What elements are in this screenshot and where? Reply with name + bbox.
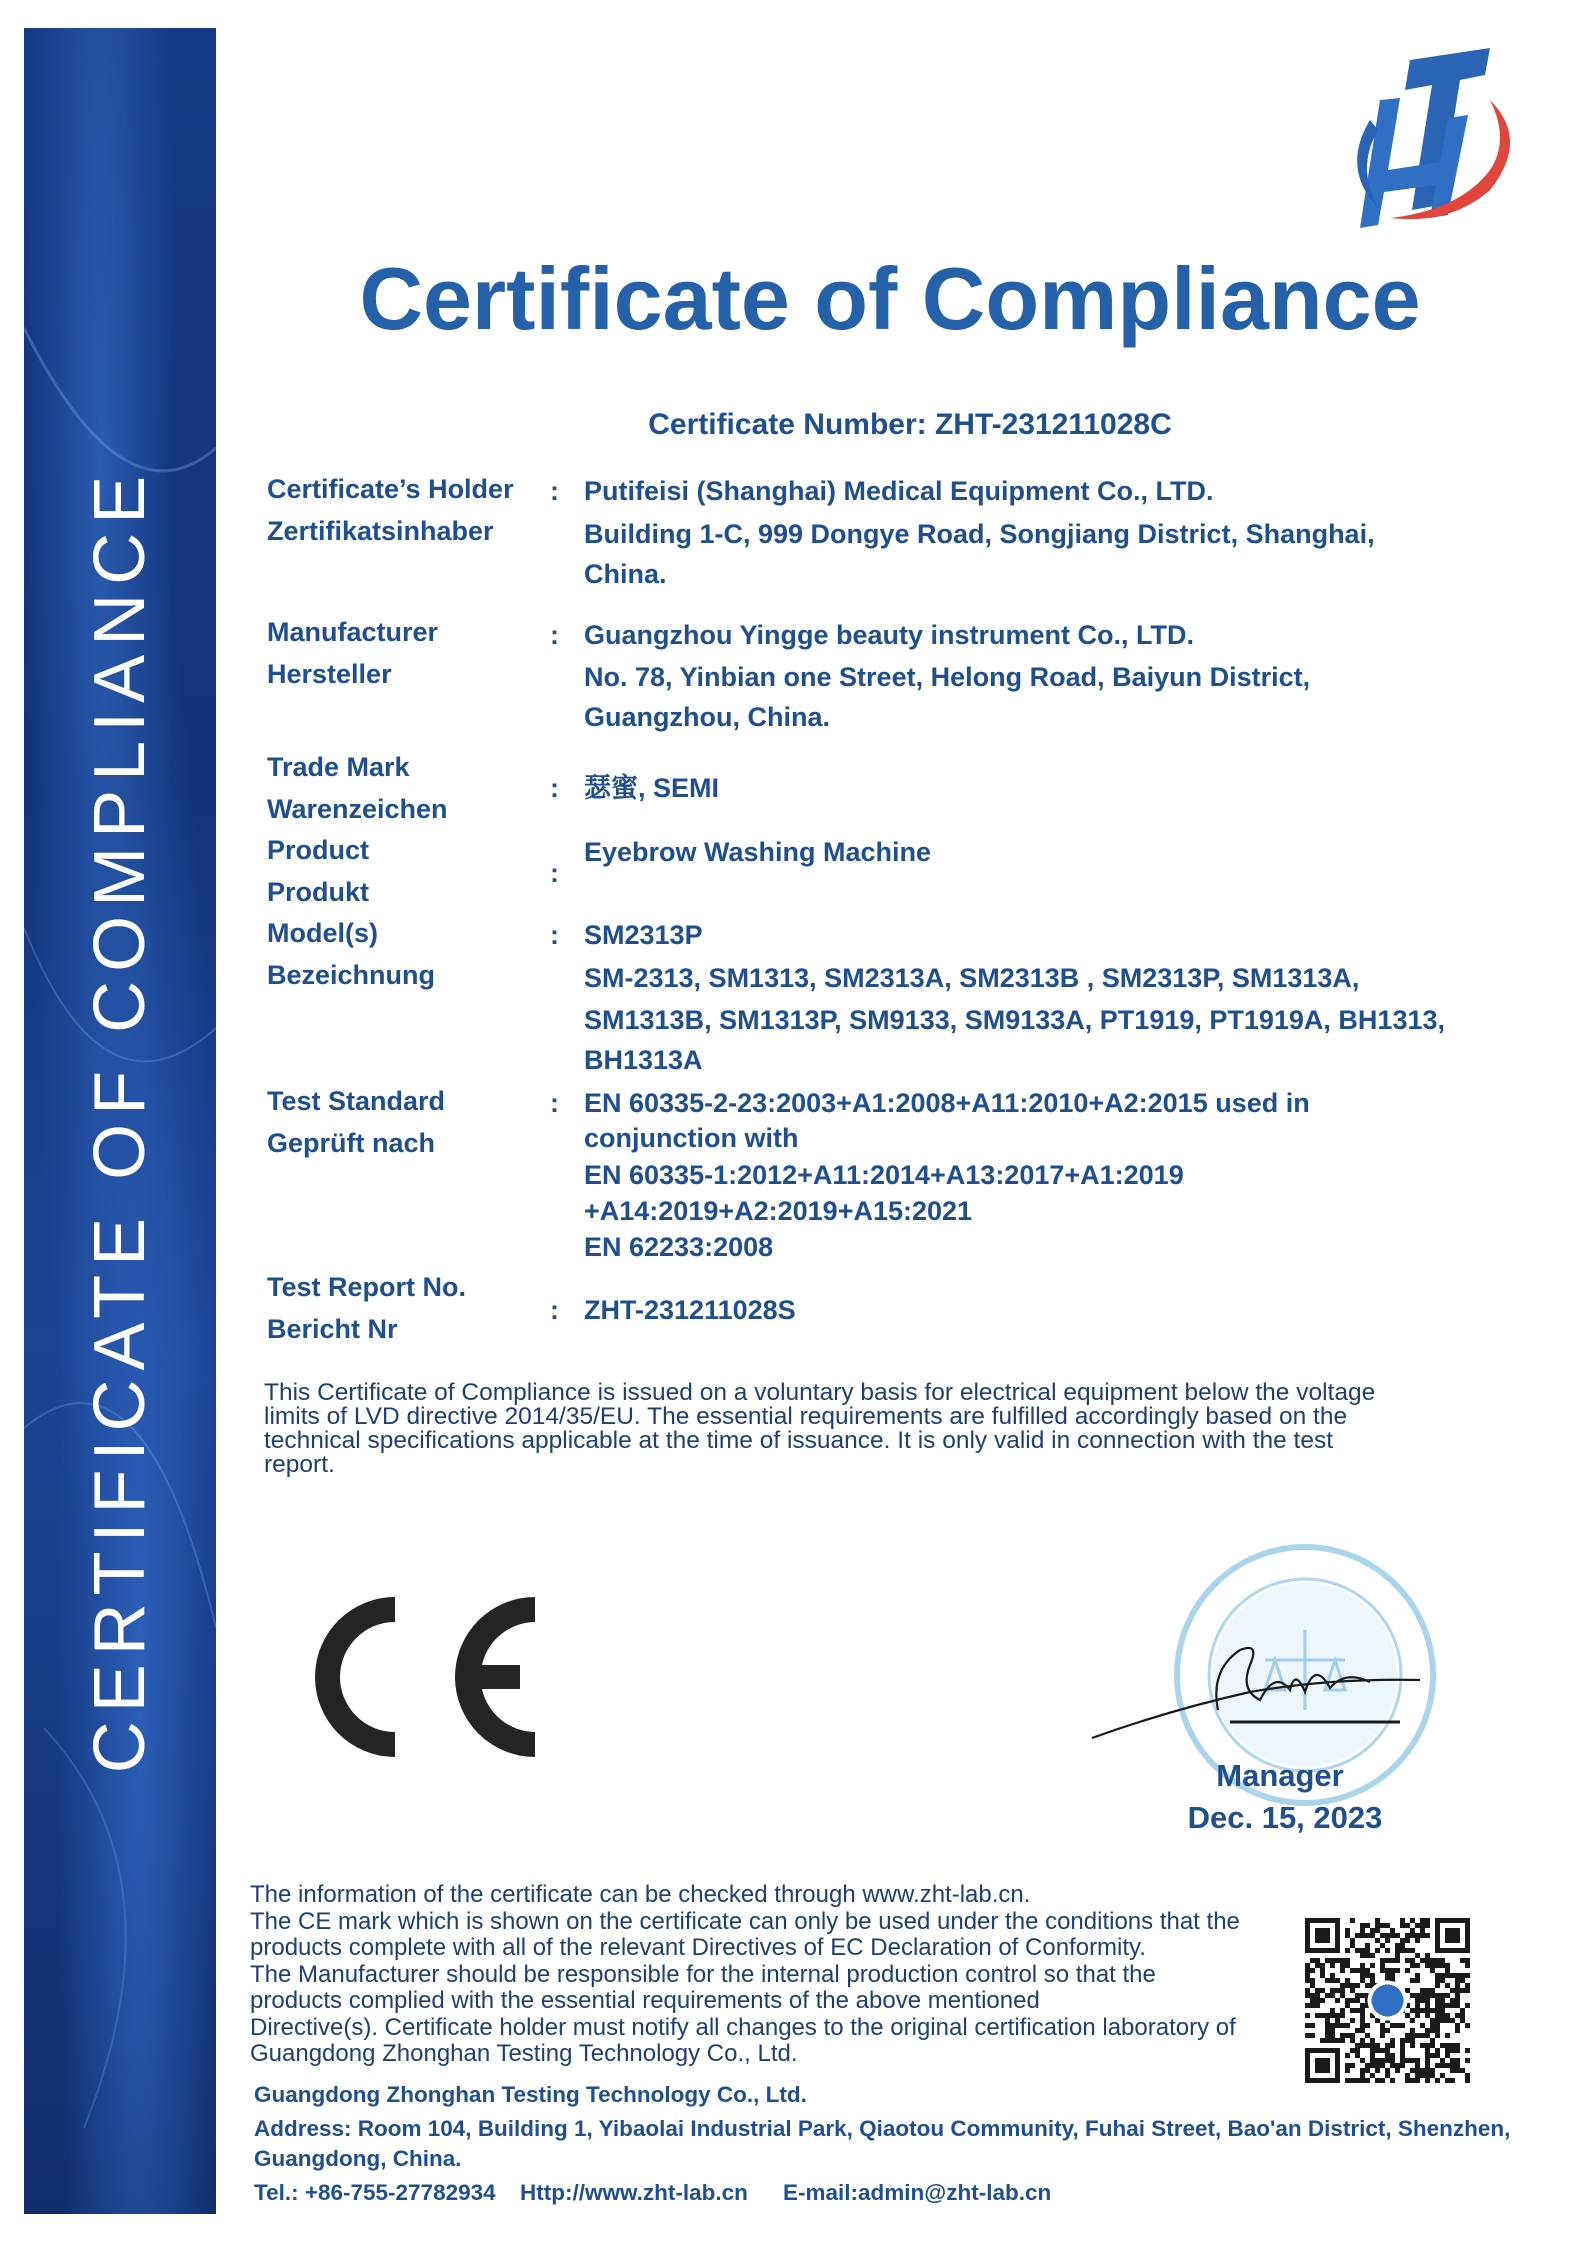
models-line-3: SM1313B, SM1313P, SM9133, SM9133A, PT1919, PT1919A, BH1313,: [584, 1005, 1445, 1035]
info-line-6: Directive(s). Certificate holder must notify all changes to the original certification laboratory of: [250, 2013, 1236, 2041]
report-label-en: Test Report No.: [267, 1272, 467, 1302]
manufacturer-line-1: Guangzhou Yingge beauty instrument Co., LTD.: [584, 620, 1195, 650]
statement-line-2: limits of LVD directive 2014/35/EU. The essential requirements are fulfilled accordingly based on the: [264, 1403, 1348, 1430]
qr-code: [1305, 1918, 1470, 2083]
compliance-statement: [264, 1381, 1494, 1477]
footer-email[interactable]: E-mail:admin@zht-lab.cn: [783, 2180, 1052, 2205]
holder-colon: :: [550, 476, 559, 506]
standard-line-5: EN 62233:2008: [584, 1232, 774, 1262]
footer-address-1: Address: Room 104, Building 1, Yibaolai Industrial Park, Qiaotou Community, Fuhai Street, Bao'an District, Shenzhen,: [254, 2116, 1511, 2141]
info-line-1: The information of the certificate can be checked through www.zht-lab.cn.: [250, 1881, 1031, 1908]
product-label-de: Produkt: [267, 877, 370, 907]
zht-logo: [1340, 40, 1530, 230]
holder-label-en: Certificate’s Holder: [267, 474, 514, 504]
standard-line-1: EN 60335-2-23:2003+A1:2008+A11:2010+A2:2015 used in: [584, 1088, 1310, 1118]
footer-tel: Tel.: +86-755-27782934: [254, 2180, 496, 2205]
page-title: Certificate of Compliance: [359, 249, 1421, 348]
standard-label-en: Test Standard: [267, 1086, 446, 1116]
product-label-en: Product: [267, 835, 370, 865]
models-line-2: SM-2313, SM1313, SM2313A, SM2313B , SM2313P, SM1313A,: [584, 963, 1360, 993]
models-colon: :: [550, 920, 559, 950]
trademark-value: 瑟蜜, SEMI: [584, 773, 720, 803]
product-colon: :: [550, 858, 559, 888]
holder-label-de: Zertifikatsinhaber: [267, 516, 494, 546]
info-line-2: The CE mark which is shown on the certificate can only be used under the conditions that the: [250, 1907, 1240, 1935]
standard-colon: :: [550, 1088, 559, 1118]
models-label-en: Model(s): [267, 918, 378, 948]
side-band: [24, 28, 216, 2214]
band-text: CERTIFICATE OF COMPLIANCE: [80, 466, 160, 1774]
signature: [1090, 1630, 1430, 1750]
holder-line-1: Putifeisi (Shanghai) Medical Equipment Co., LTD.: [584, 476, 1214, 506]
standard-line-4: +A14:2019+A2:2019+A15:2021: [584, 1196, 973, 1226]
trademark-label-de: Warenzeichen: [267, 794, 448, 824]
holder-line-2: Building 1-C, 999 Dongye Road, Songjiang District, Shanghai,: [584, 519, 1375, 549]
footer-company: Guangdong Zhonghan Testing Technology Co., Ltd.: [254, 2082, 807, 2107]
trademark-label-en: Trade Mark: [267, 752, 410, 782]
manufacturer-colon: :: [550, 620, 559, 650]
trademark-colon: :: [550, 773, 559, 803]
report-colon: :: [550, 1295, 559, 1325]
info-line-7: Guangdong Zhonghan Testing Technology Co., Ltd.: [250, 2040, 798, 2067]
info-block: [250, 1882, 1280, 2068]
models-label-de: Bezeichnung: [267, 960, 436, 990]
info-line-3: products complete with all of the relevant Directives of EC Declaration of Conformity.: [250, 1934, 1146, 1961]
product-value: Eyebrow Washing Machine: [584, 837, 932, 867]
manufacturer-line-3: Guangzhou, China.: [584, 702, 830, 732]
footer-address-2: Guangdong, China.: [254, 2146, 462, 2171]
manufacturer-label-de: Hersteller: [267, 659, 392, 689]
report-value: ZHT-231211028S: [584, 1295, 796, 1325]
ce-mark: [310, 1592, 550, 1762]
footer-web[interactable]: Http://www.zht-lab.cn: [520, 2180, 748, 2205]
statement-line-4: report.: [264, 1451, 335, 1478]
signatory-role: Manager: [1216, 1758, 1344, 1793]
manufacturer-label-en: Manufacturer: [267, 617, 439, 647]
models-line-4: BH1313A: [584, 1045, 703, 1075]
statement-line-3: technical specifications applicable at the time of issuance. It is only valid in connection with the test: [264, 1427, 1334, 1454]
standard-line-3: EN 60335-1:2012+A11:2014+A13:2017+A1:2019: [584, 1160, 1184, 1190]
statement-line-1: This Certificate of Compliance is issued on a voluntary basis for electrical equipment below the voltage: [264, 1379, 1376, 1406]
standard-label-de: Geprüft nach: [267, 1128, 436, 1158]
info-line-5: products complied with the essential requirements of the above mentioned: [250, 1987, 1040, 2014]
holder-line-3: China.: [584, 559, 667, 589]
standard-line-2: conjunction with: [584, 1123, 799, 1153]
manufacturer-line-2: No. 78, Yinbian one Street, Helong Road, Baiyun District,: [584, 662, 1311, 692]
models-line-1: SM2313P: [584, 920, 703, 950]
certificate-number: Certificate Number: ZHT-231211028C: [648, 408, 1172, 441]
issue-date: Dec. 15, 2023: [1187, 1800, 1383, 1835]
info-line-4: The Manufacturer should be responsible for the internal production control so that the: [250, 1960, 1156, 1988]
report-label-de: Bericht Nr: [267, 1314, 398, 1344]
